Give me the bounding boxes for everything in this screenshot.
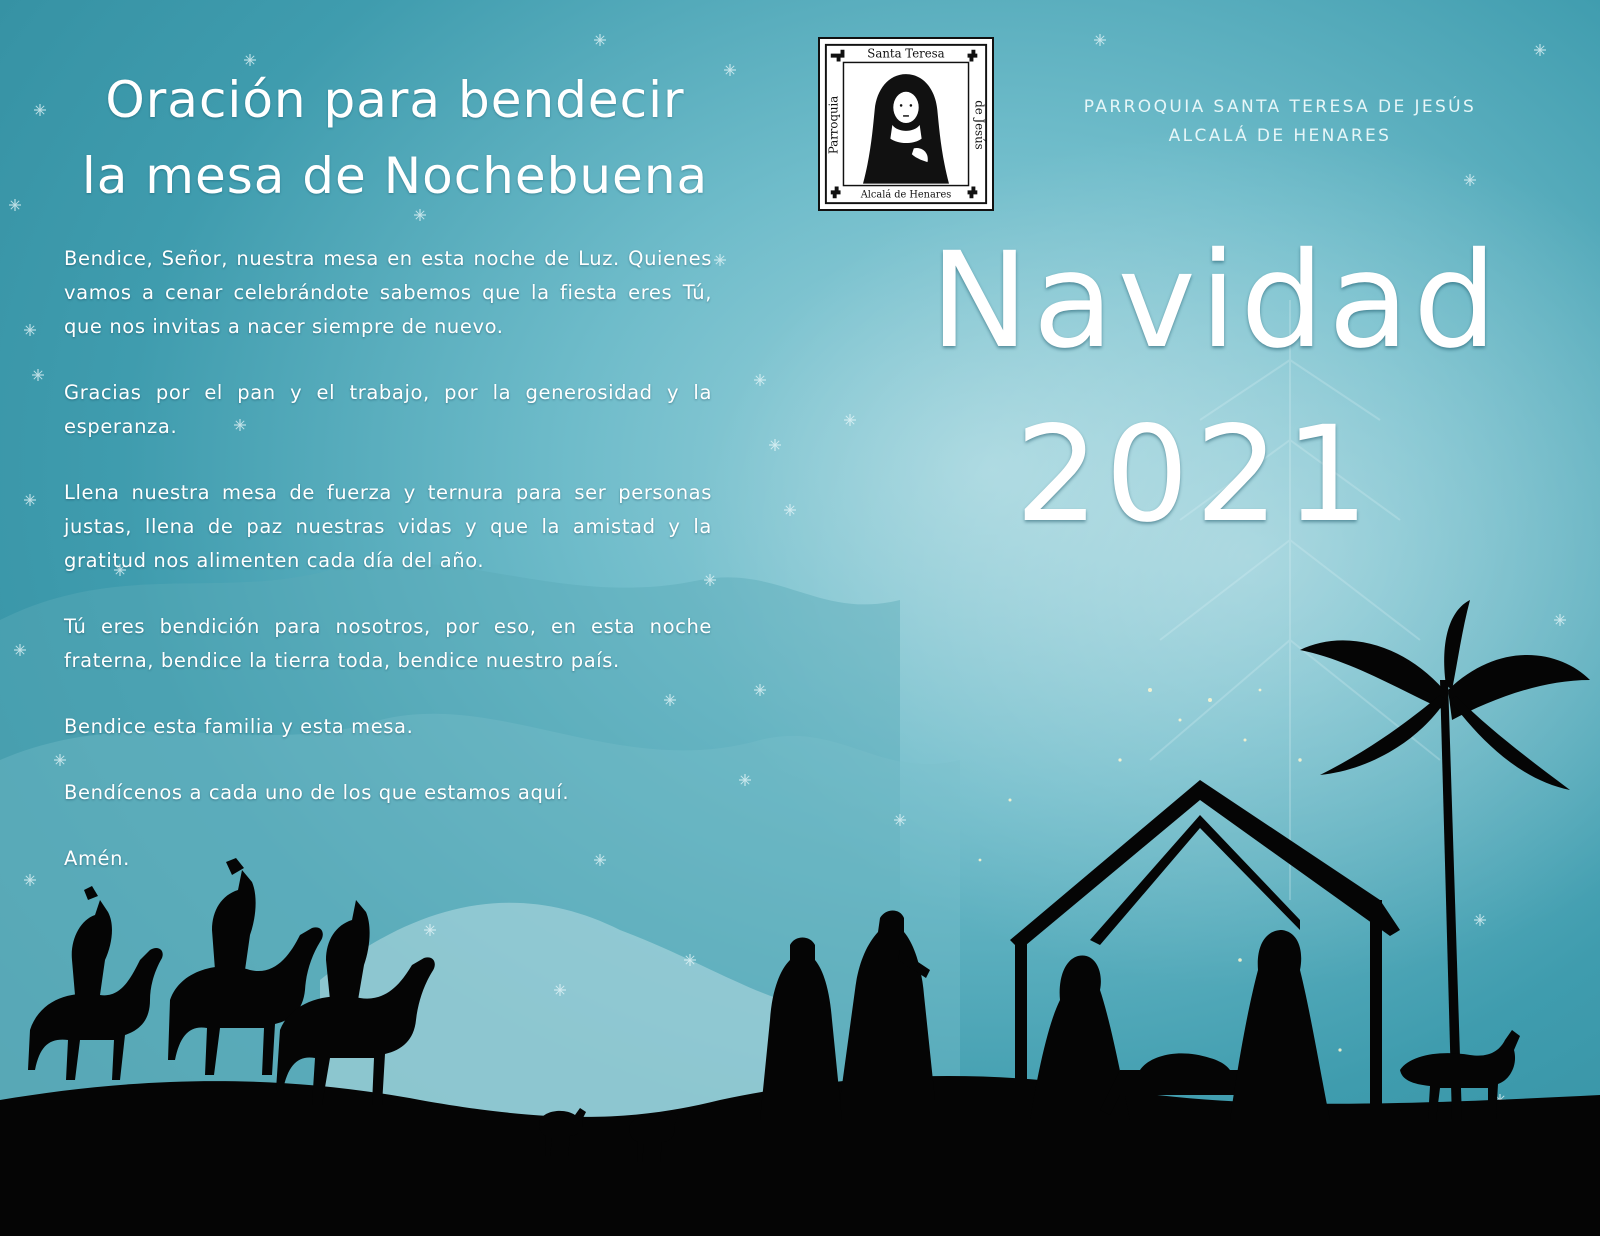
navidad-heading: Navidad xyxy=(930,224,1501,378)
palm-tree xyxy=(1300,600,1590,1120)
prayer-paragraph: Gracias por el pan y el trabajo, por la generosidad y la esperanza. xyxy=(64,381,712,438)
joseph xyxy=(1230,930,1330,1120)
parish-name-line-2: ALCALÁ DE HENARES xyxy=(1168,126,1392,146)
prayer-paragraph: Bendice esta familia y esta mesa. xyxy=(64,715,414,738)
prayer-paragraph: Tú eres bendición para nosotros, por eso, en esta noche fraterna, bendice la tierra toda, bendice nuestro país. xyxy=(64,615,712,672)
stable-roof xyxy=(1010,780,1400,950)
page-title xyxy=(30,62,760,214)
title-line-1: Oración para bendecir xyxy=(105,71,685,129)
prayer-paragraph: Bendice, Señor, nuestra mesa en esta noche de Luz. Quienes vamos a cenar celebrándote sabemos que la fiesta eres Tú, que nos invitas a nacer siempre de nuevo. xyxy=(64,247,712,338)
logo-top-text: Santa Teresa xyxy=(867,46,945,61)
parish-logo xyxy=(818,37,994,211)
logo-left-text: Parroquia xyxy=(826,95,841,155)
wise-man-1 xyxy=(760,938,842,1121)
camel-with-king-1 xyxy=(28,886,163,1080)
year-heading: 2021 xyxy=(1015,398,1375,552)
parish-seal-icon xyxy=(820,39,992,209)
nativity-silhouette xyxy=(0,600,1600,1236)
wise-man-2 xyxy=(840,911,935,1101)
logo-bottom-text: Alcalá de Henares xyxy=(860,189,952,201)
logo-right-text: de Jesús xyxy=(972,100,987,150)
prayer-paragraph: Amén. xyxy=(64,847,130,870)
stable-post xyxy=(1015,940,1027,1130)
prayer-paragraph: Llena nuestra mesa de fuerza y ternura para ser personas justas, llena de paz nuestras vidas y que la amistad y la gratitud nos alimenten cada día del año. xyxy=(64,481,712,572)
parish-name-line-1: PARROQUIA SANTA TERESA DE JESÚS xyxy=(1083,97,1477,117)
parish-name xyxy=(1040,93,1520,151)
stable-post xyxy=(1370,900,1382,1130)
prayer-paragraph: Bendícenos a cada uno de los que estamos aquí. xyxy=(64,781,570,804)
title-line-2: la mesa de Nochebuena xyxy=(81,147,709,205)
